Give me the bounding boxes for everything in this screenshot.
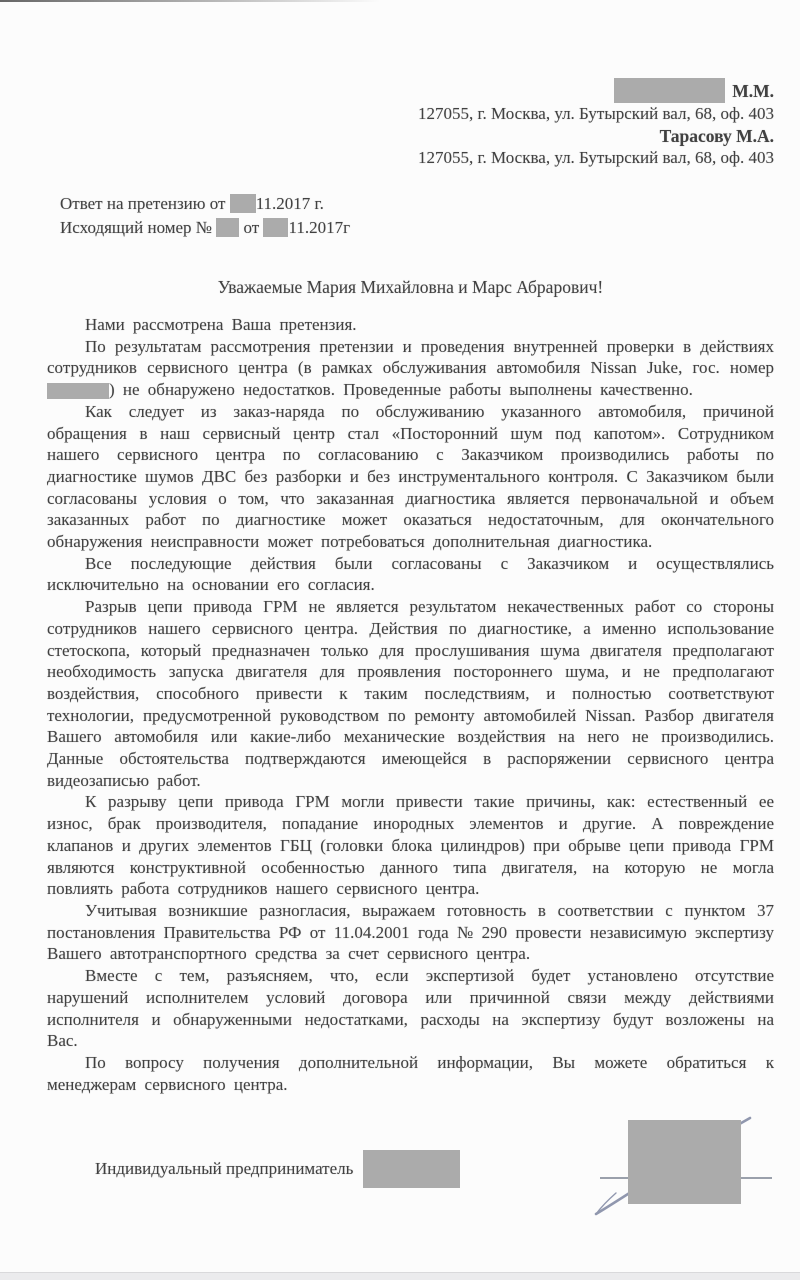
redaction-box-recipient1-name	[614, 78, 725, 103]
reference-line2-from: от	[243, 217, 260, 237]
recipient2-address: 127055, г. Москва, ул. Бутырский вал, 68, оф. 403	[418, 148, 774, 167]
paragraph-text: ) не обнаружено недостатков. Проведенные работы выполнены качественно.	[109, 380, 693, 400]
body-paragraph	[47, 336, 774, 401]
body-paragraph: Все последующие действия были согласованы с Заказчиком и осуществлялись исключительно на основании его согласия.	[47, 553, 774, 595]
body-paragraph: Как следует из заказ-наряда по обслуживанию указанного автомобиля, причиной обращения в наш сервисный центр стал «Посторонний шум под капотом». Сотрудником нашего сервисного центра по согласованию с Заказчиком производились работы по диагностике шумов ДВС без разборки и без инструментального контроля. С Заказчиком были согласованы условия о том, что заказанная диагностика является первоначальной и объем заказанных работ по диагностике может оказаться недостаточным, для окончательного обнаружения неисправности может потребоваться дополнительная диагностика.	[47, 401, 774, 552]
reference-line-2	[60, 216, 350, 240]
recipients-header	[418, 78, 774, 169]
recipient-line-1	[418, 78, 774, 103]
signatory-title: Индивидуальный предприниматель	[95, 1159, 354, 1178]
body-paragraph: По вопросу получения дополнительной информации, Вы можете обратиться к менеджерам сервисного центра.	[47, 1052, 774, 1094]
redaction-box-outgoing-number	[216, 218, 239, 237]
body-paragraph: К разрыву цепи привода ГРМ могли привести такие причины, как: естественный ее износ, брак производителя, попадание инородных элементов и другие. А повреждение клапанов и других элементов ГБЦ (головки блока цилиндров) при обрыве цепи привода ГРМ являются конструктивной особенностью данного типа двигателя, на которую не могла повлиять работа сотрудников нашего сервисного центра.	[47, 792, 774, 899]
salutation: Уважаемые Мария Михайловна и Марс Абрарович!	[217, 277, 604, 297]
body-paragraph: Нами рассмотрена Ваша претензия.	[85, 315, 357, 334]
reference-line-1	[60, 192, 350, 216]
reference-line1-text: Ответ на претензию от	[60, 194, 226, 213]
letter-body	[47, 314, 774, 1095]
body-paragraph: Разрыв цепи привода ГРМ не является результатом некачественных работ со стороны сотрудников нашего сервисного центра. Действия по диагностике, а именно использование стетоскопа, который предназначен только для прослушивания шума двигателя предполагают необходимость запуска двигателя для проявления постороннего шума, и не предполагают воздействия, способного привести к таким последствиям, и полностью соответствуют технологии, предусмотренной руководством по ремонту автомобилей Nissan. Разбор двигателя Вашего автомобиля или какие-либо механические воздействия на него не производились. Данные обстоятельства подтверждаются имеющейся в распоряжении сервисного центра видеозаписью работ.	[47, 597, 774, 790]
recipient1-initials: М.М.	[732, 80, 774, 101]
reference-line2-date: 11.2017г	[288, 217, 351, 237]
redaction-box-stamp	[628, 1120, 741, 1204]
redaction-box-claim-date	[230, 194, 256, 213]
redaction-box-outgoing-date	[263, 218, 288, 237]
recipient1-address: 127055, г. Москва, ул. Бутырский вал, 68, оф. 403	[418, 104, 774, 123]
recipient2-name: Тарасову М.А.	[659, 126, 774, 146]
body-paragraph: Вместе с тем, разъясняем, что, если экспертизой будет установлено отсутствие нарушений исполнителем условий договора или причинной связи между действиями исполнителя и обнаруженными недостатками, расходы на экспертизу будут возложены на Вас.	[47, 966, 774, 1051]
reference-block	[60, 192, 350, 239]
reference-line2-text: Исходящий номер №	[60, 217, 213, 237]
scan-edge-artifact-top	[0, 0, 380, 2]
redaction-box-license-plate	[47, 383, 109, 399]
redaction-box-signatory-name	[363, 1150, 460, 1188]
paragraph-text: По результатам рассмотрения претензии и проведения внутренней проверки в действиях сотрудников сервисного центра (в рамках обслуживания автомобиля Nissan Juke, гос. номер	[47, 336, 774, 378]
signature-block	[95, 1150, 460, 1188]
reference-line1-date: 11.2017 г.	[255, 194, 324, 213]
scan-edge-artifact-bottom	[0, 1272, 800, 1280]
body-paragraph: Учитывая возникшие разногласия, выражаем готовность в соответствии с пунктом 37 постановления Правительства РФ от 11.04.2001 года № 290 провести независимую экспертизу Вашего автотранспортного средства за счет сервисного центра.	[47, 900, 774, 964]
